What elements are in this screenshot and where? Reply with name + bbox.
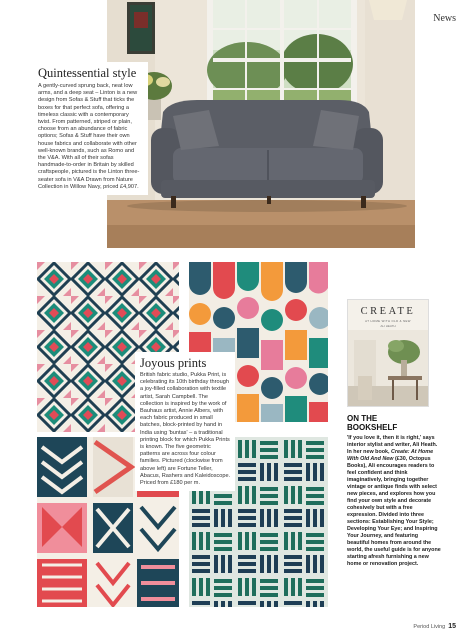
book-cover	[347, 299, 429, 407]
bookshelf-body	[347, 435, 441, 568]
sofa-title: Quintessential style	[38, 66, 137, 80]
prints-body: British fabric studio, Pukka Print, is celebrating its 10th birthday through a joy-filled collaboration with textile artist, Sarah Campbell. The collection is inspired by the work of Bauhaus artist, Annie Albers, with each fabric produced in small batches, block-printed by hand in India using 'buntas' – a traditional printing block for which Pukka Prints is known. The five geometric patterns are across four colour families. Pictured (clockwise from above left) are Fortune Teller, Abacus, Rashers and Kaleidoscope. Priced from £180 per m.	[140, 372, 231, 487]
magazine-name: Period Living	[413, 624, 446, 630]
bookshelf-heading-line-2: BOOKSHELF	[347, 422, 398, 432]
prints-title: Joyous prints	[140, 356, 207, 370]
prints-caption	[135, 352, 235, 491]
bookshelf-heading-line-1: ON THE	[347, 414, 378, 423]
bookshelf-body-rest: (£30, Octopus Books), Ali encourages readers to feel confident and think imaginatively, bringing together vintage or antique finds with select new pieces, and explores how you find your own style and decorate cohesively but with a free expression. Divided into three sections: Establishing Your Style; Developing Your Eye; and Inspiring Your Journey, and featuring beautiful homes from around the world, the useful guide is for anyone starting afresh furnishing a new home or renovation project.	[347, 456, 441, 567]
bookshelf-book-title: Create: At Home With Old And New	[347, 449, 434, 462]
book-cover-author: ALI HEATH	[380, 324, 396, 328]
book-cover-title: CREATE	[360, 306, 416, 317]
bookshelf-heading	[347, 415, 441, 432]
sofa-body: A gently-curved sprung back, neat low arms, and a deep seat – Linton is a new design from Sofas & Stuff that ticks the boxes for that perfect sofa, offering a timeless classic with a contemporary twist. From patterned, striped or plain, choose from an abundance of fabric options; Sofas & Stuff have their own house fabrics and collaborate with other well-known brands, such as Romo and the V&A. With all of their sofas handmade-to-order in Britain by skilled craftspeople, pictured is the Linton three-seater sofa in V&A Drawn from Nature Collection in Willow Navy, priced £4,907.	[38, 83, 140, 190]
page-footer	[413, 623, 456, 630]
page-number: 15	[448, 623, 456, 630]
bookshelf-column	[347, 415, 441, 568]
bookshelf-body-intro: 'If you love it, then it is right,' says interior stylist and writer, Ali Heath. In her new book,	[347, 435, 438, 455]
sofa-caption	[32, 62, 148, 195]
sofa-photo	[107, 0, 415, 248]
section-label: News	[433, 13, 456, 24]
book-cover-subtitle: AT HOME WITH OLD & NEW	[365, 319, 411, 323]
